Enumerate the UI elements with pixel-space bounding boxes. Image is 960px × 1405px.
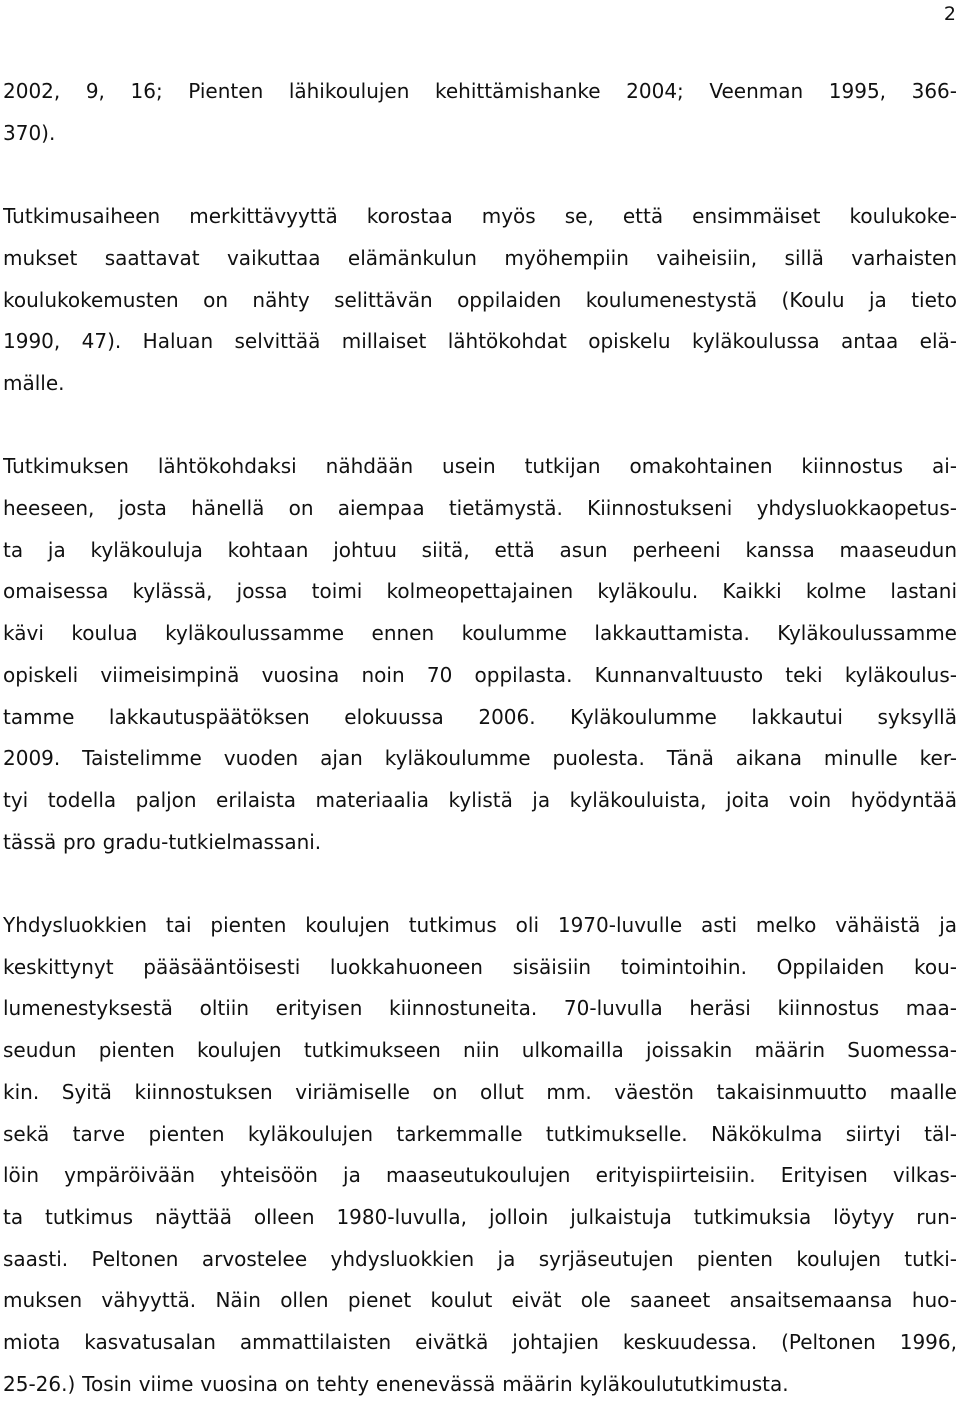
text-line: koulukokemusten on nähty selittävän oppilaiden koulumenestystä (Koulu ja tieto xyxy=(3,287,957,312)
text-line: Tutkimusaiheen merkittävyyttä korostaa myös se, että ensimmäiset koulukoke- xyxy=(3,204,957,229)
text-line: tässä pro gradu-tutkielmassani. xyxy=(3,829,322,854)
text-line: muksen vähyyttä. Näin ollen pienet koulut eivät ole saaneet ansaitsemaansa huo- xyxy=(3,1288,957,1313)
text-line: miota kasvatusalan ammattilaisten eivätkä johtajien keskuudessa. (Peltonen 1996, xyxy=(3,1330,957,1355)
text-line: mälle. xyxy=(3,370,65,395)
text-line: sekä tarve pienten kyläkoulujen tarkemmalle tutkimukselle. Näkökulma siirtyi täl- xyxy=(3,1121,957,1146)
text-line: keskittynyt pääsääntöisesti luokkahuoneen sisäisiin toimintoihin. Oppilaiden kou- xyxy=(3,954,957,979)
text-line: opiskeli viimeisimpinä vuosina noin 70 oppilasta. Kunnanvaltuusto teki kyläkoulus- xyxy=(3,662,957,687)
paragraph-gap xyxy=(3,154,957,196)
text-line: Yhdysluokkien tai pienten koulujen tutkimus oli 1970-luvulle asti melko vähäistä ja xyxy=(3,913,957,938)
paragraph xyxy=(3,905,957,1405)
text-line: 25-26.) Tosin viime vuosina on tehty enenevässä määrin kyläkoulututkimusta. xyxy=(3,1371,789,1396)
text-line: tamme lakkautuspäätöksen elokuussa 2006. Kyläkoulumme lakkautui syksyllä xyxy=(3,704,957,729)
paragraph-gap xyxy=(3,405,957,447)
paragraph xyxy=(3,71,957,154)
text-line: lumenestyksestä oltiin erityisen kiinnostuneita. 70-luvulla heräsi kiinnostus maa- xyxy=(3,996,957,1021)
text-line: 370). xyxy=(3,120,56,145)
text-line: 2002, 9, 16; Pienten lähikoulujen kehittämishanke 2004; Veenman 1995, 366- xyxy=(3,79,957,103)
paragraph-gap xyxy=(3,863,957,905)
text-line: kävi koulua kyläkoulussamme ennen koulumme lakkauttamista. Kyläkoulussamme xyxy=(3,621,957,646)
text-line: ta tutkimus näyttää olleen 1980-luvulla, jolloin julkaistuja tutkimuksia löytyy run- xyxy=(3,1204,957,1229)
text-line: saasti. Peltonen arvostelee yhdysluokkien ja syrjäseutujen pienten koulujen tutki- xyxy=(3,1246,957,1271)
text-line: Tutkimuksen lähtökohdaksi nähdään usein tutkijan omakohtainen kiinnostus ai- xyxy=(3,454,957,479)
text-line: heeseen, josta hänellä on aiempaa tietämystä. Kiinnostukseni yhdysluokkaopetus- xyxy=(3,496,957,520)
text-line: 2009. Taistelimme vuoden ajan kyläkoulumme puolesta. Tänä aikana minulle ker- xyxy=(3,746,957,771)
text-line: omaisessa kylässä, jossa toimi kolmeopettajainen kyläkoulu. Kaikki kolme lastani xyxy=(3,579,957,604)
text-line: kin. Syitä kiinnostuksen viriämiselle on ollut mm. väestön takaisinmuutto maalle xyxy=(3,1079,957,1104)
text-line: mukset saattavat vaikuttaa elämänkulun myöhempiin vaiheisiin, sillä varhaisten xyxy=(3,245,957,270)
document-body xyxy=(3,71,957,1405)
text-line: 1990, 47). Haluan selvittää millaiset lähtökohdat opiskelu kyläkoulussa antaa elä- xyxy=(3,329,957,354)
paragraph xyxy=(3,196,957,405)
text-line: tyi todella paljon erilaista materiaalia kylistä ja kyläkouluista, joita voin hyödyntää xyxy=(3,787,957,812)
text-line: seudun pienten koulujen tutkimukseen niin ulkomailla joissakin määrin Suomessa- xyxy=(3,1038,957,1063)
text-line: ta ja kyläkouluja kohtaan johtuu siitä, että asun perheeni kanssa maaseudun xyxy=(3,537,957,562)
page-number: 2 xyxy=(943,3,956,25)
paragraph xyxy=(3,446,957,863)
text-line: löin ympäröivään yhteisöön ja maaseutukoulujen erityispiirteisiin. Erityisen vilkas- xyxy=(3,1163,957,1188)
